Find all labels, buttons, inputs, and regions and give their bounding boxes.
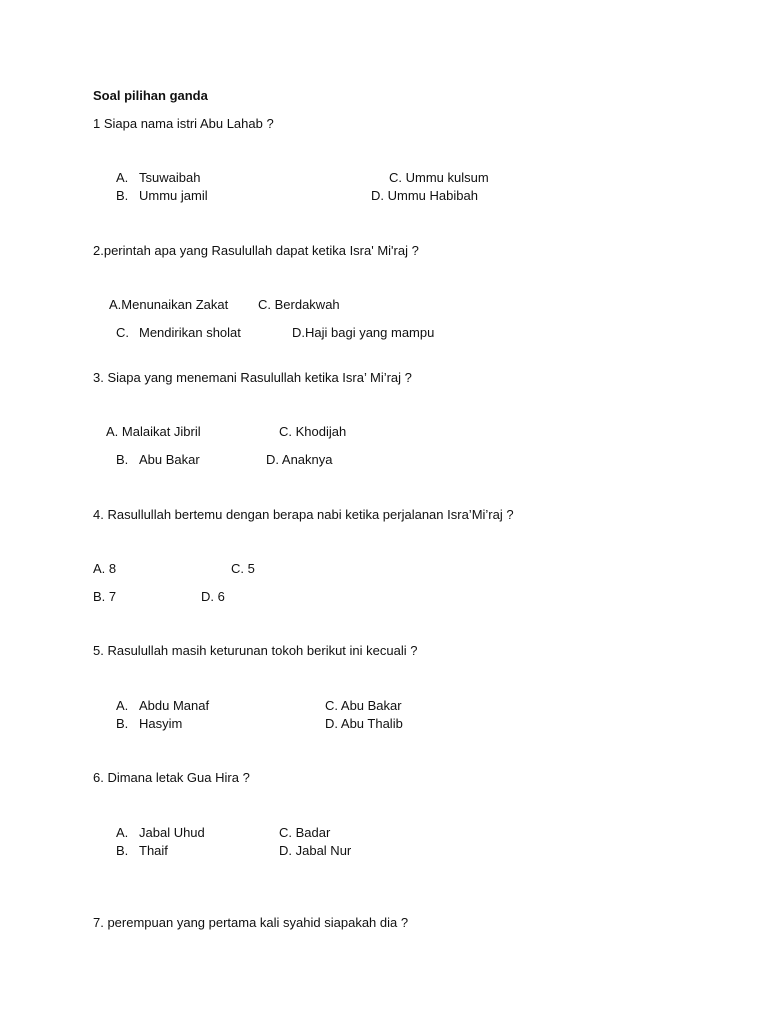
page-title: Soal pilihan ganda xyxy=(93,88,208,103)
q2-option-a: A.Menunaikan Zakat xyxy=(109,297,229,312)
q1-option-b-letter: B. xyxy=(116,188,129,203)
q4-option-b: B. 7 xyxy=(93,589,117,604)
q4-option-c: C. 5 xyxy=(231,561,255,576)
q2-option-c: C. Berdakwah xyxy=(258,297,340,312)
q5-option-b-letter: B. xyxy=(116,716,129,731)
q1-option-a-letter: A. xyxy=(116,170,129,185)
q3-option-a: A. Malaikat Jibril xyxy=(106,424,201,439)
q5-option-d: D. Abu Thalib xyxy=(325,716,403,731)
q5-option-b: Hasyim xyxy=(139,716,183,731)
q1-option-a: Tsuwaibah xyxy=(139,170,201,185)
q3-option-b: Abu Bakar xyxy=(139,452,200,467)
question-7: 7. perempuan yang pertama kali syahid siapakah dia ? xyxy=(93,915,409,930)
question-6: 6. Dimana letak Gua Hira ? xyxy=(93,770,250,785)
q5-option-a: Abdu Manaf xyxy=(139,698,210,713)
q1-option-c: C. Ummu kulsum xyxy=(389,170,489,185)
question-4: 4. Rasullullah bertemu dengan berapa nabi ketika perjalanan Isra’Mi’raj ? xyxy=(93,507,514,522)
q3-option-d: D. Anaknya xyxy=(266,452,333,467)
q2-option-b: Mendirikan sholat xyxy=(139,325,241,340)
q1-option-b: Ummu jamil xyxy=(139,188,208,203)
q6-option-b-letter: B. xyxy=(116,843,129,858)
q4-option-d: D. 6 xyxy=(201,589,225,604)
q1-option-d: D. Ummu Habibah xyxy=(371,188,478,203)
q6-option-a: Jabal Uhud xyxy=(139,825,205,840)
q4-option-a: A. 8 xyxy=(93,561,117,576)
question-1: 1 Siapa nama istri Abu Lahab ? xyxy=(93,116,274,131)
q5-option-c: C. Abu Bakar xyxy=(325,698,402,713)
q2-option-d: D.Haji bagi yang mampu xyxy=(292,325,435,340)
q6-option-a-letter: A. xyxy=(116,825,129,840)
q5-option-a-letter: A. xyxy=(116,698,129,713)
q2-option-b-letter: C. xyxy=(116,325,129,340)
q6-option-b: Thaif xyxy=(139,843,168,858)
q3-option-c: C. Khodijah xyxy=(279,424,347,439)
question-5: 5. Rasulullah masih keturunan tokoh berikut ini kecuali ? xyxy=(93,643,418,658)
q3-option-b-letter: B. xyxy=(116,452,129,467)
q6-option-d: D. Jabal Nur xyxy=(279,843,352,858)
question-2: 2.perintah apa yang Rasulullah dapat ketika Isra' Mi'raj ? xyxy=(93,243,419,258)
question-3: 3. Siapa yang menemani Rasulullah ketika Isra’ Mi’raj ? xyxy=(93,370,412,385)
q6-option-c: C. Badar xyxy=(279,825,331,840)
